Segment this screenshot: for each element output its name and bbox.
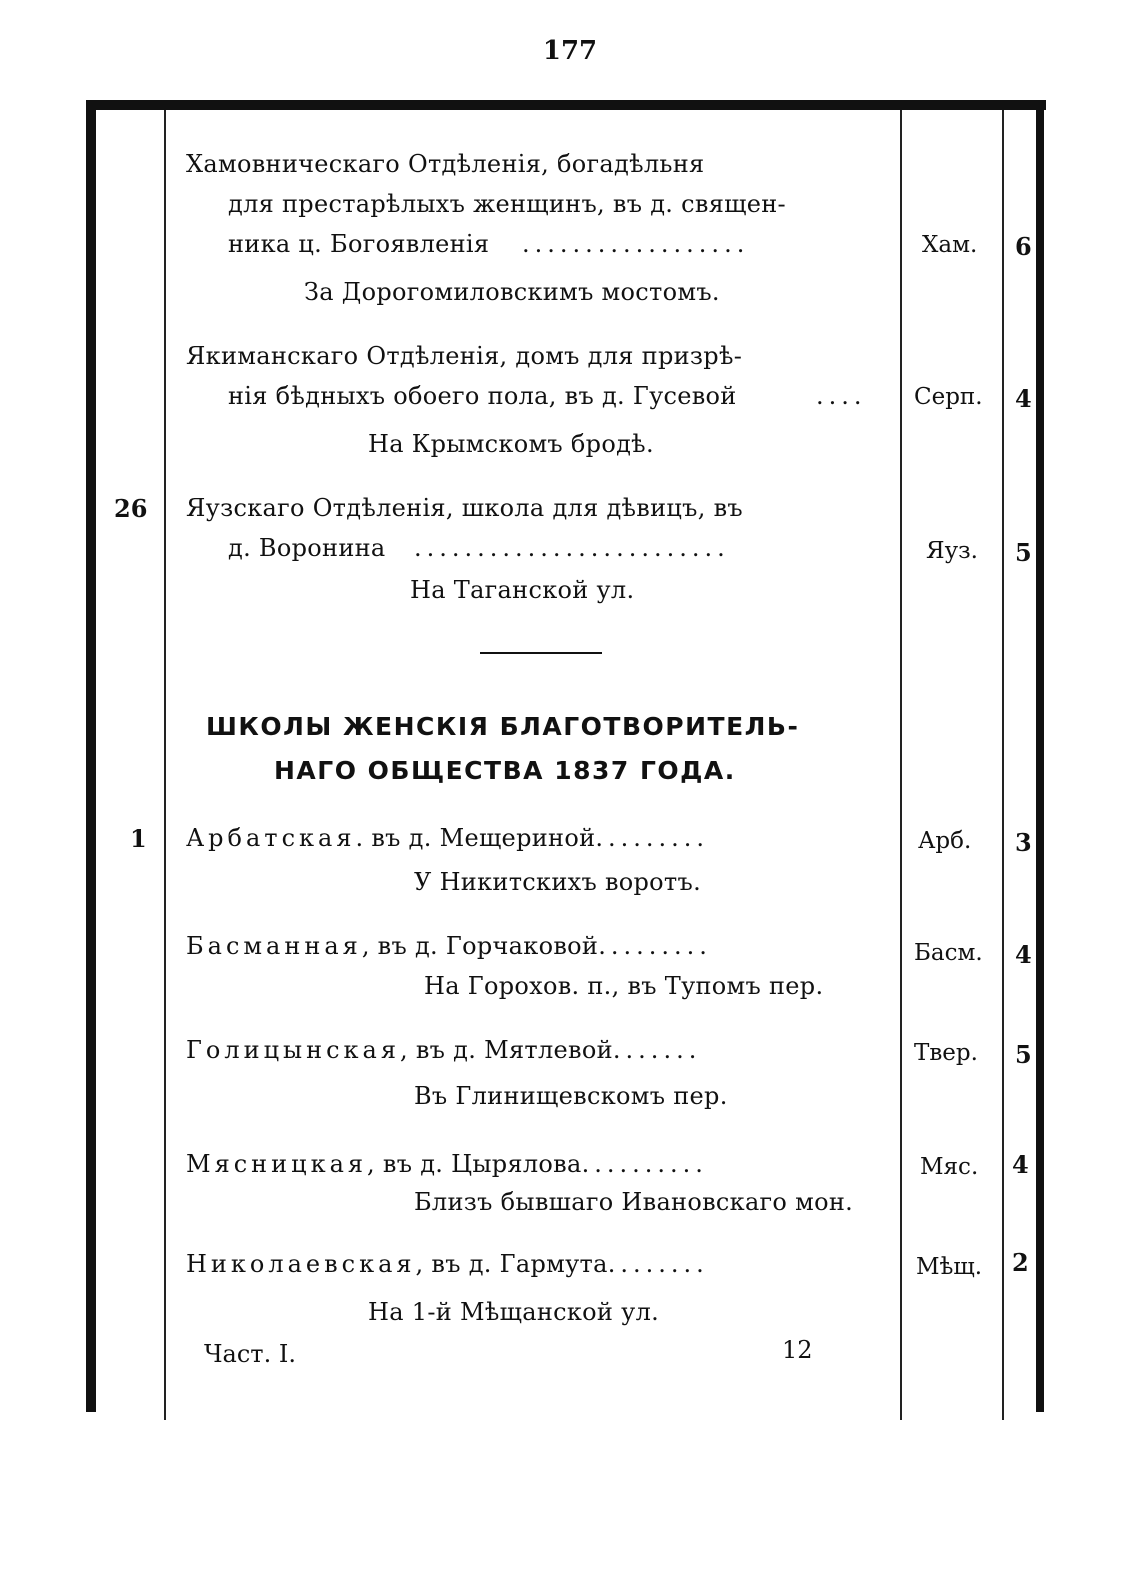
- leader-dots: .........: [595, 824, 710, 852]
- entry-num: 5: [1015, 538, 1032, 567]
- section-heading-line2: НАГО ОБЩЕСТВА 1837 ГОДА.: [274, 756, 736, 785]
- entry-num: 4: [1015, 940, 1032, 969]
- leader-dots: .......: [612, 1036, 702, 1064]
- entry-line: Яузскаго Отдѣленія, школа для дѣвицъ, въ: [186, 494, 743, 522]
- entry-line: нія бѣдныхъ обоего пола, въ д. Гусевой: [228, 382, 737, 410]
- leader-dots: ........: [607, 1250, 709, 1278]
- sheet-number: 12: [782, 1336, 813, 1364]
- entry-left-number: 1: [130, 824, 147, 853]
- entry-line: Якиманскаго Отдѣленія, домъ для призрѣ-: [186, 342, 743, 370]
- entry-num: 4: [1015, 384, 1032, 413]
- column-divider-left: [164, 110, 166, 1420]
- entry-location: У Никитскихъ воротъ.: [414, 868, 701, 896]
- entry-location: На 1-й Мѣщанской ул.: [368, 1298, 660, 1326]
- school-address: , въ д. Горчаковой: [361, 932, 599, 960]
- entry-location: На Таганской ул.: [410, 576, 635, 604]
- signature-mark: Част. I.: [204, 1340, 296, 1368]
- school-name: Голицынская: [186, 1036, 401, 1064]
- school-address: , въ д. Мятлевой: [400, 1036, 613, 1064]
- leader-dots: ..................: [522, 230, 750, 258]
- entry-line: для престарѣлыхъ женщинъ, въ д. священ-: [228, 190, 786, 218]
- section-separator: [480, 652, 602, 654]
- entry-part: Басм.: [914, 940, 983, 966]
- column-divider-part: [900, 110, 902, 1420]
- entry-num: 2: [1012, 1248, 1029, 1277]
- school-name: Николаевская: [186, 1250, 416, 1278]
- entry-part: Твер.: [914, 1040, 978, 1066]
- top-rule: [86, 100, 1046, 110]
- entry-line: Хамовническаго Отдѣленія, богадѣльня: [186, 150, 705, 178]
- entry-location: Близъ бывшаго Ивановскаго мон.: [414, 1188, 854, 1216]
- right-rule: [1036, 100, 1044, 1412]
- entry-part: Арб.: [918, 828, 972, 854]
- school-address: , въ д. Гармута: [415, 1250, 608, 1278]
- leader-dots: ..........: [581, 1150, 708, 1178]
- entry-location: Въ Глинищевскомъ пер.: [414, 1082, 728, 1110]
- section-heading-line1: ШКОЛЫ ЖЕНСКІЯ БЛАГОТВОРИТЕЛЬ-: [206, 712, 800, 741]
- school-name: Арбатская: [186, 824, 356, 852]
- leader-dots: .........................: [414, 534, 730, 562]
- school-address: , въ д. Цырялова: [367, 1150, 582, 1178]
- entry-location: На Горохов. п., въ Тупомъ пер.: [424, 972, 824, 1000]
- entry-part: Яуз.: [926, 538, 978, 564]
- entry-line: д. Воронина: [228, 534, 386, 562]
- entry-part: Хам.: [922, 232, 978, 258]
- entry-part: Серп.: [914, 384, 983, 410]
- entry-num: 4: [1012, 1150, 1029, 1179]
- page-number: 177: [542, 36, 598, 66]
- school-name: Басманная: [186, 932, 362, 960]
- column-divider-num: [1002, 110, 1004, 1420]
- entry-part: Мяс.: [920, 1154, 979, 1180]
- entry-num: 6: [1015, 232, 1032, 261]
- leader-dots: ....: [816, 382, 867, 410]
- entry-line: ника ц. Богоявленія: [228, 230, 490, 258]
- entry-location: На Крымскомъ бродѣ.: [368, 430, 654, 458]
- entry-num: 3: [1015, 828, 1032, 857]
- leader-dots: .........: [598, 932, 712, 960]
- school-name: Мясницкая: [186, 1150, 368, 1178]
- entry-num: 5: [1015, 1040, 1032, 1069]
- entry-location: За Дорогомиловскимъ мостомъ.: [304, 278, 720, 306]
- entry-left-number: 26: [114, 494, 148, 523]
- entry-part: Мѣщ.: [916, 1254, 983, 1280]
- school-address: . въ д. Мещериной: [355, 824, 596, 852]
- left-rule: [86, 100, 96, 1412]
